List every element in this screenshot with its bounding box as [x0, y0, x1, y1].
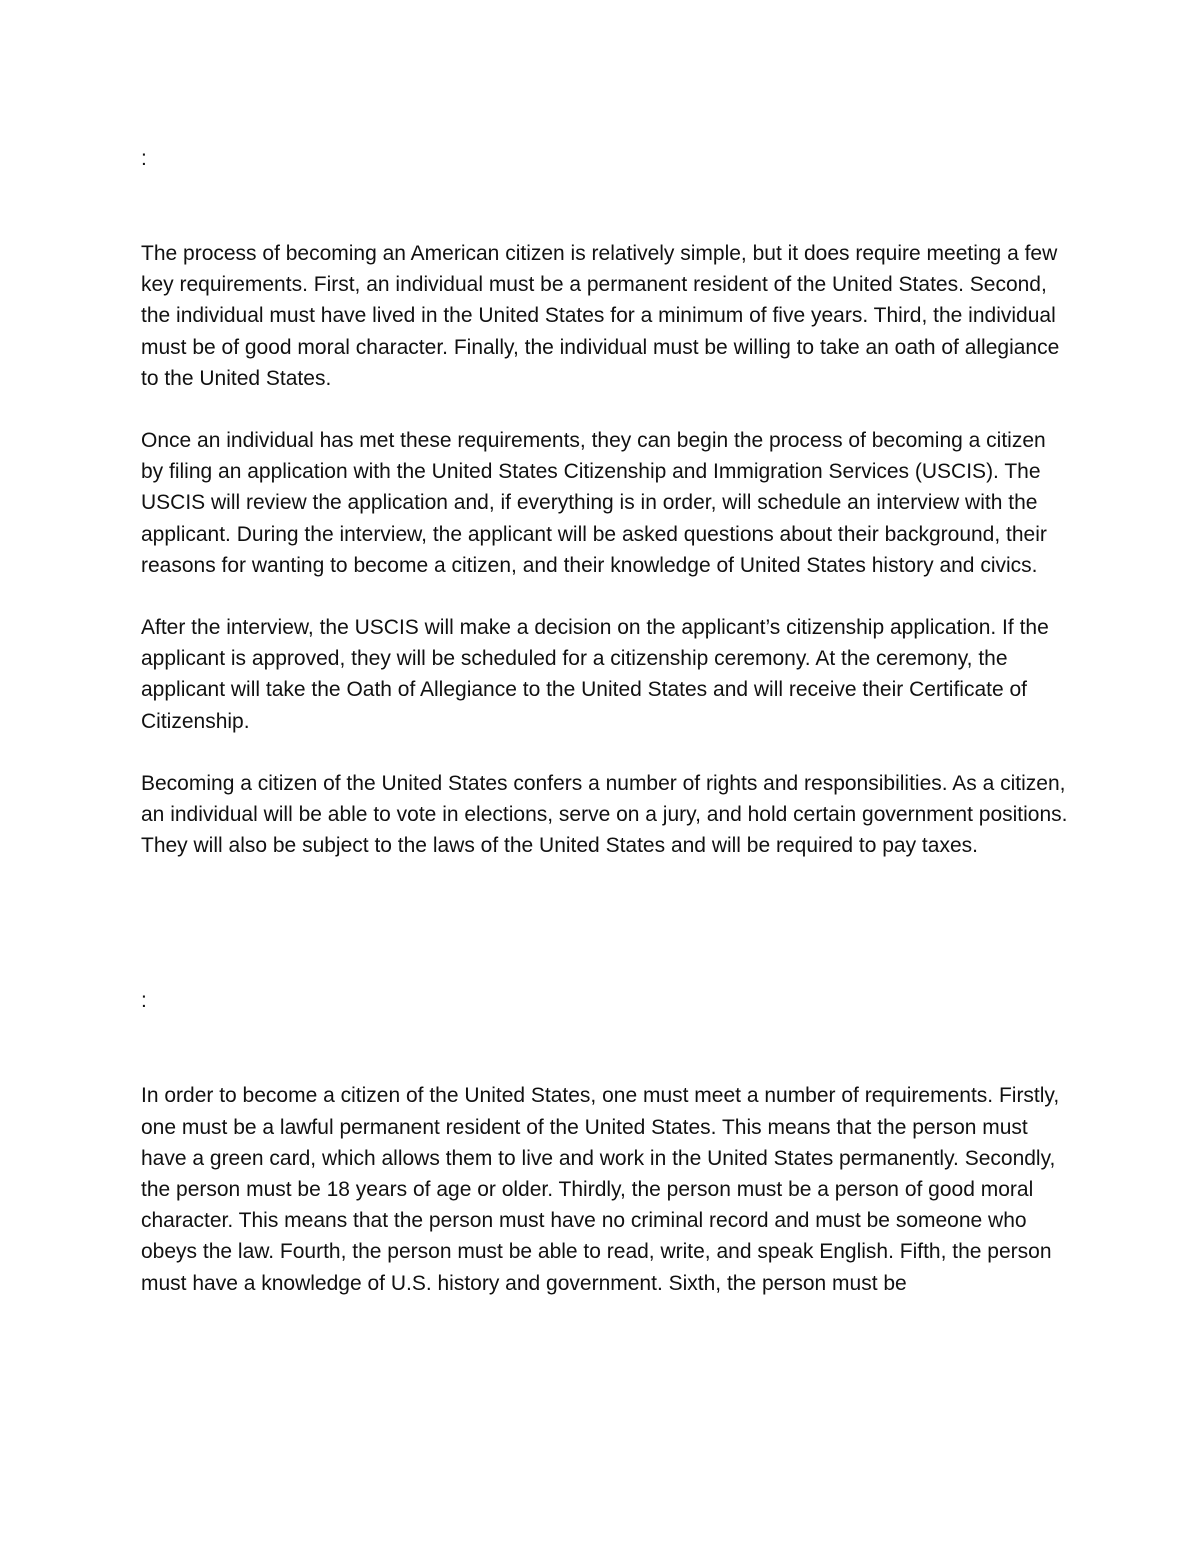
spacer [141, 737, 1071, 768]
spacer [141, 581, 1071, 612]
section-marker-2: : [141, 989, 147, 1013]
paragraph-eligibility: The process of becoming an American citizen is relatively simple, but it does require meeting a few key requirements. First, an individual must be a permanent resident of the United States. Second, the individual must have lived in the United States for a minimum of five years. Third, the individual must be of good moral character. Finally, the individual must be willing to take an oath of allegiance to the United States. [141, 242, 1060, 390]
paragraph-ceremony: After the interview, the USCIS will make a decision on the applicant’s citizenship application. If the applicant is approved, they will be scheduled for a citizenship ceremony. At the ceremony, the applicant will take the Oath of Allegiance to the United States and will receive their Certificate of Citizenship. [141, 616, 1049, 733]
paragraph-requirements: In order to become a citizen of the United States, one must meet a number of requirements. Firstly, one must be a lawful permanent resident of the United States. This means that the person must have a green card, which allows them to live and work in the United States permanently. Secondly, the person must be 18 years of age or older. Thirdly, the person must be a person of good moral character. This means that the person must have no criminal record and must be someone who obeys the law. Fourth, the person must be able to read, write, and speak English. Fifth, the person must have a knowledge of U.S. history and government. Sixth, the person must be [141, 1084, 1060, 1295]
document-body [141, 143, 1071, 1299]
spacer [141, 861, 1071, 985]
paragraph-application: Once an individual has met these requirements, they can begin the process of becoming a citizen by filing an application with the United States Citizenship and Immigration Services (USCIS). The USCIS will review the application and, if everything is in order, will schedule an interview with the applicant. During the interview, the applicant will be asked questions about their background, their reasons for wanting to become a citizen, and their knowledge of United States history and civics. [141, 429, 1047, 577]
paragraph-rights: Becoming a citizen of the United States confers a number of rights and responsibilities. As a citizen, an individual will be able to vote in elections, serve on a jury, and hold certain government positions. They will also be subject to the laws of the United States and will be required to pay taxes. [141, 771, 1068, 858]
spacer [141, 174, 1071, 238]
section-marker-1: : [141, 147, 147, 170]
spacer [141, 1016, 1071, 1080]
spacer [141, 394, 1071, 425]
